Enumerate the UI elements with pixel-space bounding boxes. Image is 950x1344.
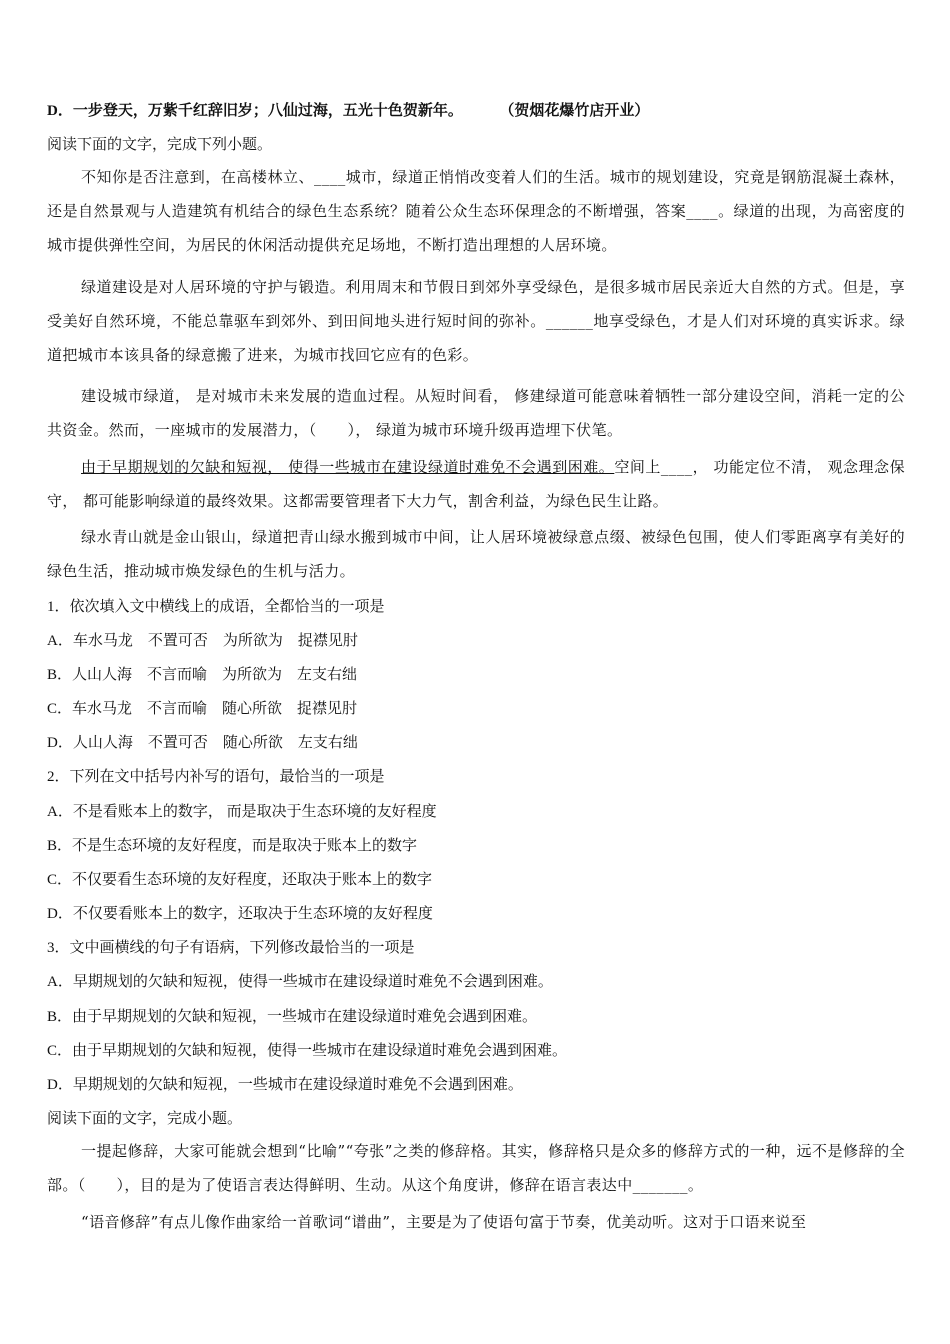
question-1-option-a: A．车水马龙 不置可否 为所欲为 捉襟见肘 — [47, 633, 358, 649]
top-option-d — [47, 101, 649, 121]
section1-paragraph-1: 不知你是否注意到，在高楼林立、____城市，绿道正悄悄改变着人们的生活。城市的规划建设，究竟是钢筋混凝土森林，还是自然景观与人造建筑有机结合的绿色生态系统？随着公众生态环保理念的不断增强，答案____。绿道的出现，为高密度的城市提供弹性空间，为居民的休闲活动提供充足场地，不断打造出理想的人居环境。 — [47, 168, 905, 254]
section2-paragraph-1: 一提起修辞，大家可能就会想到“比喻”“夸张”之类的修辞格。其实，修辞格只是众多的修辞方式的一种，远不是修辞的全部。（ ），目的是为了使语言表达得鲜明、生动。从这个角度讲，修辞在语言表达中_______。 — [47, 1142, 905, 1194]
question-3-option-b: B．由于早期规划的欠缺和短视，一些城市在建设绿道时难免会遇到困难。 — [47, 1009, 538, 1025]
question-1-option-b: B．人山人海 不言而喻 为所欲为 左支右绌 — [47, 667, 358, 683]
question-1-stem: 1．依次填入文中横线上的成语，全都恰当的一项是 — [47, 599, 385, 615]
question-2-option-b: B．不是生态环境的友好程度，而是取决于账本上的数字 — [47, 838, 418, 854]
section1-intro: 阅读下面的文字，完成下列小题。 — [47, 137, 273, 153]
underlined-sentence: 由于早期规划的欠缺和短视， 使得一些城市在建设绿道时难免不会遇到困难。 — [81, 458, 615, 476]
section1-paragraph-4 — [47, 450, 905, 518]
question-2-option-d: D．不仅要看账本上的数字，还取决于生态环境的友好程度 — [47, 906, 433, 922]
section1-paragraph-3: 建设城市绿道， 是对城市未来发展的造血过程。从短时间看， 修建绿道可能意味着牺牲一部分建设空间，消耗一定的公共资金。然而，一座城市的发展潜力，（ ）， 绿道为城市环境升级再造埋下伏笔。 — [47, 387, 905, 439]
question-3-option-a: A．早期规划的欠缺和短视，使得一些城市在建设绿道时难免不会遇到困难。 — [47, 974, 553, 990]
question-2-option-c: C．不仅要看生态环境的友好程度，还取决于账本上的数字 — [47, 872, 433, 888]
section2-intro: 阅读下面的文字，完成小题。 — [47, 1111, 243, 1127]
question-1-option-c: C．车水马龙 不言而喻 随心所欲 捉襟见肘 — [47, 701, 358, 717]
section1-paragraph-2: 绿道建设是对人居环境的守护与锻造。利用周末和节假日到郊外享受绿色，是很多城市居民亲近大自然的方式。但是，享受美好自然环境，不能总靠驱车到郊外、到田间地头进行短时间的弥补。______地享受绿色，才是人们对环境的真实诉求。绿道把城市本该具备的绿意搬了进来，为城市找回它应有的色彩。 — [47, 278, 905, 364]
question-3-option-c: C．由于早期规划的欠缺和短视，使得一些城市在建设绿道时难免会遇到困难。 — [47, 1043, 568, 1059]
section1-paragraph-5: 绿水青山就是金山银山，绿道把青山绿水搬到城市中间，让人居环境被绿意点缀、被绿色包围，使人们零距离享有美好的绿色生活，推动城市焕发绿色的生机与活力。 — [47, 528, 905, 580]
option-note: （贺烟花爆竹店开业） — [506, 103, 650, 119]
question-2-stem: 2．下列在文中括号内补写的语句，最恰当的一项是 — [47, 769, 385, 785]
option-text: 一步登天，万紫千红辞旧岁；八仙过海，五光十色贺新年。 — [72, 103, 463, 119]
question-3-option-d: D．早期规划的欠缺和短视，一些城市在建设绿道时难免不会遇到困难。 — [47, 1077, 523, 1093]
paragraph-4-rest: 空间上____， 功能定位不清， 观念理念保守， 都可能影响绿道的最终效果。这都需要管理者下大力气，割舍利益，为绿色民生让路。 — [47, 458, 905, 510]
question-2-option-a: A．不是看账本上的数字， 而是取决于生态环境的友好程度 — [47, 804, 437, 820]
question-1-option-d: D．人山人海 不置可否 随心所欲 左支右绌 — [47, 735, 358, 751]
section2-paragraph-2: “语音修辞”有点儿像作曲家给一首歌词“谱曲”，主要是为了使语句富于节奏，优美动听。这对于口语来说至 — [81, 1213, 807, 1231]
option-letter: D． — [47, 103, 73, 119]
question-3-stem: 3．文中画横线的句子有语病，下列修改最恰当的一项是 — [47, 940, 415, 956]
